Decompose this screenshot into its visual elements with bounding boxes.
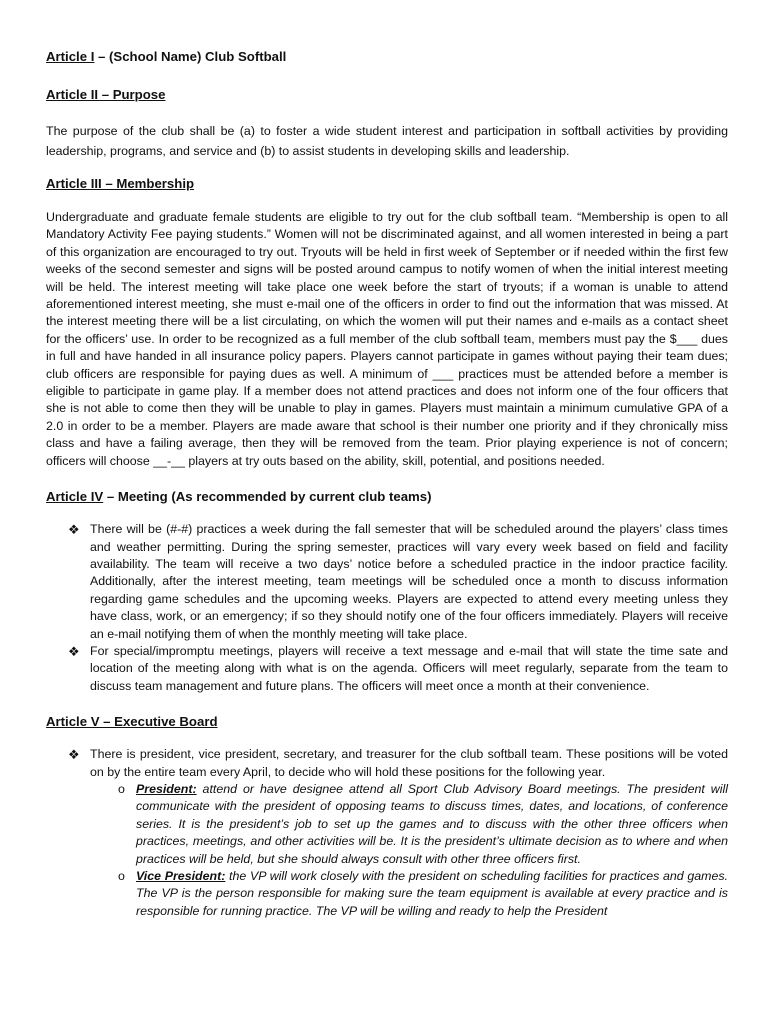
article-1-heading: Article I – (School Name) Club Softball (46, 49, 287, 64)
role-item-president: o President: attend or have designee attend all Sport Club Advisory Board meetings. The president will communicate with the president of opposing teams to discuss times, dates, and locations, of conference series. It is the president’s job to set up the games and to discuss with the other three officers when practices, meetings, and other activities will be. It is the president’s ultimate decision as to where and when practices will be held, but she should always consult with other three officers first. (118, 781, 728, 866)
role-title: President: (136, 781, 197, 796)
circle-bullet-icon: o (118, 781, 125, 796)
executive-board-list (46, 746, 728, 781)
article-3-heading: Article III – Membership (46, 176, 195, 191)
role-title: Vice President: (136, 869, 226, 883)
list-item: ❖ There is president, vice president, secretary, and treasurer for the club softball team. These positions will be voted on by the entire team every April, to decide who will hold these positions for the following year. (68, 747, 728, 779)
meeting-list (46, 521, 728, 695)
document-page (46, 44, 728, 920)
article-2-heading: Article II – Purpose (46, 87, 166, 102)
list-item: ❖ For special/impromptu meetings, players will receive a text message and e-mail that will state the time sate and location of the meeting along with what is on the agenda. Officers will meet regularly, separate from the team to discuss team management and future plans. The officers will meet once a month at their convenience. (68, 643, 728, 693)
officer-roles-list (90, 781, 728, 920)
diamond-bullet-icon: ❖ (68, 522, 80, 538)
diamond-bullet-icon: ❖ (68, 643, 80, 659)
membership-paragraph: Undergraduate and graduate female students are eligible to try out for the club softball team. “Membership is open to all Mandatory Activity Fee paying students.” Women will not be discriminated against, and all women interested in being a part of this organization are encouraged to try out. Tryouts will be held in first week of September or if needed within the first few weeks of the second semester and signs will be posted around campus to notify women of when the initial interest meeting will be held. The interest meeting will take place one week before the start of tryouts; if a woman is unable to attend aforementioned interest meeting, she must e-mail one of the officers in order to find out the information that was missed. At the interest meeting there will be a list circulating, on which the women will put their names and e-mails as a contact sheet for the officers’ use. In order to be recognized as a full member of the club softball team, members must pay the $___ dues in full and have handed in all insurance policy papers. Players cannot participate in games without paying their team dues; club officers are responsible for paying dues as well. A minimum of ___ practices must be attended before a member is eligible to participate in game play. If a member does not attend practices and does not inform one of the four officers that she is not able to come then they will be unable to play in games. Players must maintain a minimum cumulative GPA of a 2.0 in order to be a member. Players are made aware that school is their number one priority and if they chronically miss class and have a failing average, then they will be removed from the team. Prior playing experience is not of concern; officers will choose __-__ players at try outs based on the ability, skill, potential, and positions needed. (46, 210, 728, 468)
circle-bullet-icon: o (118, 869, 125, 883)
article-4-heading: Article IV – Meeting (As recommended by current club teams) (46, 489, 432, 505)
article-5-heading: Article V – Executive Board (46, 714, 218, 730)
role-item-vice-president: o Vice President: the VP will work closely with the president on scheduling facilities for practices and games. The VP is the person responsible for making sure the team equipment is available at every practice and is responsible for running practice. The VP will be willing and ready to help the President (118, 869, 728, 918)
purpose-paragraph: The purpose of the club shall be (a) to foster a wide student interest and participation in softball activities by providing leadership, programs, and service and (b) to assist students in developing skills and leadership. (46, 124, 728, 158)
list-item: ❖ There will be (#-#) practices a week during the fall semester that will be scheduled around the players’ class times and weather permitting. During the spring semester, practices will vary every week based on field and facility availability. The team will receive a two days’ notice before a scheduled practice in the indoor practice facility. Additionally, after the interest meeting, team meetings will be scheduled once a month to discuss information regarding game schedules and the upcoming weeks. Players are expected to attend every meeting unless they have class, work, or an emergency; if so they should notify one of the four officers immediately. Players will receive an e-mail notifying them of when the monthly meeting will take place. (68, 522, 728, 641)
diamond-bullet-icon: ❖ (68, 747, 80, 763)
